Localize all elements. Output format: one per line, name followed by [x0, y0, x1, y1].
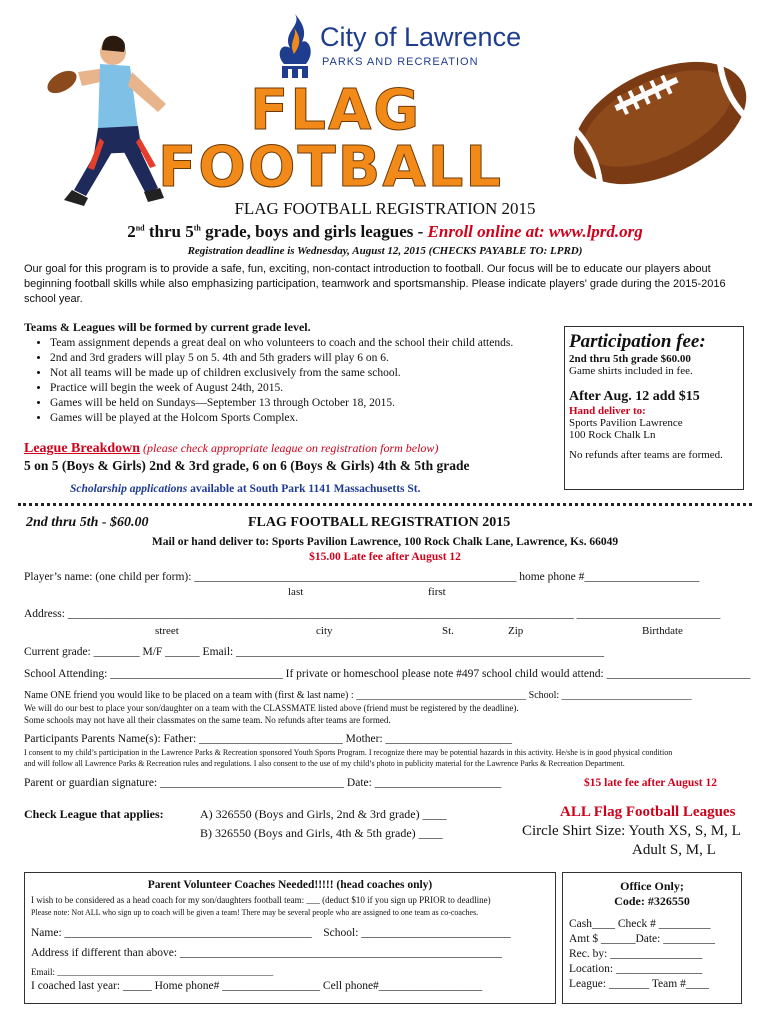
parents-name-field[interactable]: Participants Parents Name(s): Father: _________________________ Mother: ______________________ [24, 733, 513, 745]
list-item: • Team assignment depends a great deal on who volunteers to coach and the school their child attends. [50, 336, 580, 351]
grade-gender-email-field[interactable]: Current grade: ________ M/F ______ Email: ________________________________________________________________ [24, 646, 605, 658]
friend-field[interactable]: Name ONE friend you would like to be placed on a team with (first & last name) : __________________________________ School: __________________________ [24, 690, 692, 701]
school-attending-field[interactable]: School Attending: ______________________________ If private or homeschool please note #497 school child would attend: _________________________ [24, 668, 751, 680]
hand-deliver-label: Hand deliver to: [569, 405, 646, 417]
office-fields[interactable]: Cash____ Check # _________ Amt $ ______Date: _________ Rec. by: ________________ Location: _______________ League: _______ Team #____ [569, 918, 715, 990]
list-item: • Not all teams will be made up of children exclusively from the same school. [50, 366, 580, 381]
list-item: • Practice will begin the week of August 24th, 2015. [50, 381, 580, 396]
delivery-address: 100 Rock Chalk Ln [569, 429, 656, 441]
fee-grade-line: 2nd thru 5th grade $60.00 [569, 353, 691, 365]
list-item: • Games will be held on Sundays—September 13 through October 18, 2015. [50, 396, 580, 411]
consent-line-1: I consent to my child’s participation in the Lawrence Parks & Recreation sponsored Youth Sports Program. I recognize there may be potential hazards in this activity. He/she is in good physical condition [24, 748, 673, 757]
form-price: 2nd thru 5th - $60.00 [26, 515, 149, 530]
volunteer-phone-field[interactable]: I coached last year: _____ Home phone# _________________ Cell phone#__________________ [31, 980, 483, 992]
league-b-option[interactable]: B) 326550 (Boys and Girls, 4th & 5th grade) ____ [200, 826, 443, 840]
city-logo-title: City of Lawrence [320, 22, 522, 52]
list-item: • 2nd and 3rd graders will play 5 on 5. 4th and 5th graders will play 6 on 6. [50, 351, 580, 366]
league-breakdown: League Breakdown (please check appropriate league on registration form below) [24, 441, 439, 456]
grades-line: 2nd thru 5th grade, boys and girls leagues - Enroll online at: www.lprd.org [127, 222, 643, 241]
all-leagues-title: ALL Flag Football Leagues [560, 804, 736, 820]
office-only-box [562, 872, 742, 1004]
participation-fee-box [564, 326, 744, 490]
volunteer-title: Parent Volunteer Coaches Needed!!!!! (head coaches only) [147, 879, 433, 891]
scholarship-line: Scholarship applications available at South Park 1141 Massachusetts St. [70, 483, 421, 495]
registration-title: FLAG FOOTBALL REGISTRATION 2015 [234, 199, 536, 218]
teams-list [24, 336, 580, 426]
late-fee-title: After Aug. 12 add $15 [569, 389, 700, 404]
caption-last: last [288, 586, 304, 598]
caption-state: St. [442, 625, 454, 637]
league-a-option[interactable]: A) 326550 (Boys and Girls, 2nd & 3rd grade) ____ [200, 807, 447, 821]
deadline-line: Registration deadline is Wednesday, August 12, 2015 (CHECKS PAYABLE TO: LPRD) [187, 245, 583, 257]
city-logo-subtitle: PARKS AND RECREATION [322, 56, 479, 68]
address-field[interactable]: Address: ________________________________________________________________________________________ _________________________ [24, 608, 721, 620]
volunteer-email-field[interactable]: Email: ________________________________________________ [31, 967, 274, 977]
delivery-place: Sports Pavilion Lawrence [569, 417, 683, 429]
signature-field[interactable]: Parent or guardian signature: ________________________________ Date: ______________________ [24, 777, 502, 789]
enroll-online-link[interactable]: Enroll online at: www.lprd.org [427, 222, 643, 241]
shirt-size-adult[interactable]: Adult S, M, L [632, 842, 716, 858]
volunteer-note: Please note: Not ALL who sign up to coach will be given a team! There may be several people who are assigned to one team as co-coaches. [31, 908, 479, 917]
volunteer-name-school-field[interactable]: Name: ___________________________________________ School: __________________________ [31, 927, 511, 939]
form-late-fee: $15.00 Late fee after August 12 [309, 551, 461, 563]
office-title: Office Only; [620, 879, 684, 893]
list-item: • Games will be played at the Holcom Sports Complex. [50, 411, 580, 426]
refunds-note: No refunds after teams are formed. [569, 449, 723, 461]
fee-title: Participation fee: [569, 331, 706, 352]
shirt-size-youth[interactable]: Circle Shirt Size: Youth XS, S, M, L [522, 823, 741, 839]
office-code: Code: #326550 [614, 894, 690, 908]
volunteer-address-field[interactable]: Address if different than above: ________________________________________________________ [31, 947, 502, 959]
volunteer-coaches-box [24, 872, 556, 1004]
check-league-label: Check League that applies: [24, 807, 164, 821]
league-sizes: 5 on 5 (Boys & Girls) 2nd & 3rd grade, 6 on 6 (Boys & Girls) 4th & 5th grade [24, 458, 470, 473]
flag-word-art: FLAG [250, 78, 422, 143]
volunteer-coach-option[interactable]: I wish to be considered as a head coach for my son/daughters football team: ___ (deduct $10 if you sign up PRIOR to deadline) [31, 895, 491, 905]
cut-line-divider [18, 503, 752, 506]
consent-line-2: and will follow all Lawrence Parks & Recreation rules and regulations. I also consent to the use of my child’s photo in publicity material for the Lawrence Parks & Recreation Department. [24, 759, 625, 768]
caption-city: city [316, 625, 333, 637]
caption-birthdate: Birthdate [642, 625, 683, 637]
intro-paragraph: Our goal for this program is to provide a safe, fun, exciting, non-contact introduction to football. Our focus will be to educate our players about beginning football skills while also emphasizing participation, teamwork and sportsmanship. Please indicate players' grade during the 2015-2016 school year. [24, 263, 726, 305]
friend-note-1: We will do our best to place your son/daughter on a team with the CLASSMATE listed above (friend must be registered by the deadline). [24, 703, 519, 713]
friend-note-2: Some schools may not have all their classmates on the same team. No refunds after teams are formed. [24, 715, 391, 725]
player-name-field[interactable]: Player’s name: (one child per form): ________________________________________________________ home phone #____________________ [24, 571, 700, 583]
caption-street: street [155, 625, 179, 637]
mail-instructions: Mail or hand deliver to: Sports Pavilion Lawrence, 100 Rock Chalk Lane, Lawrence, Ks. 66049 [151, 536, 619, 548]
city-logo-flame-icon [272, 12, 318, 82]
form-title: FLAG FOOTBALL REGISTRATION 2015 [248, 515, 511, 530]
teams-title: Teams & Leagues will be formed by current grade level. [24, 320, 311, 334]
football-ball-icon [560, 48, 760, 198]
football-word-art: FOOTBALL [158, 135, 504, 200]
caption-zip: Zip [508, 625, 524, 637]
fee-shirts: Game shirts included in fee. [569, 365, 693, 377]
caption-first: first [428, 586, 446, 598]
signature-late-fee: $15 late fee after August 12 [584, 777, 717, 789]
